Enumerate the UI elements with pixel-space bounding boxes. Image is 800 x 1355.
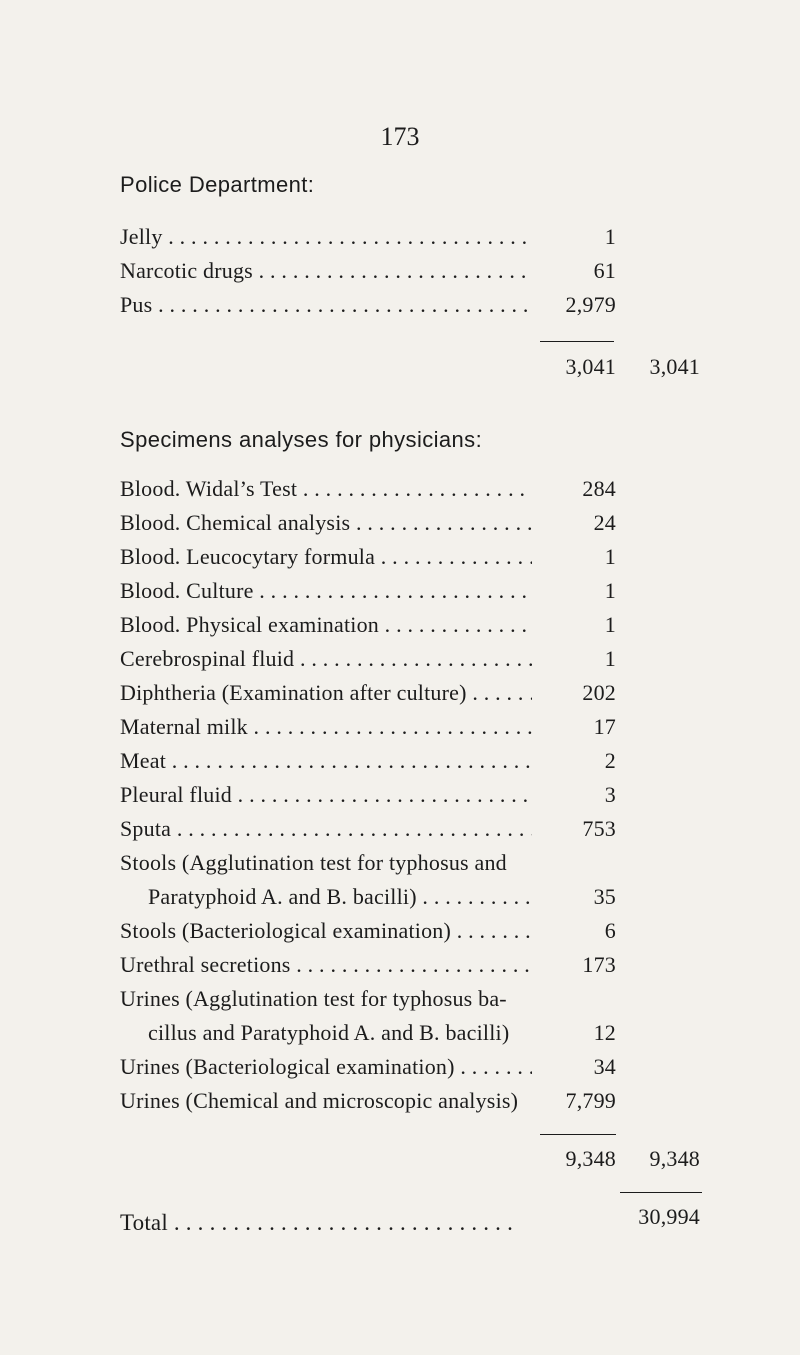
item-label: Sputa . . .	[120, 812, 532, 846]
item-label-continuation: Paratyphoid A. and B. bacilli) . . .	[148, 880, 532, 914]
item-value: 2	[604, 748, 616, 773]
subtotal-rule	[540, 341, 614, 342]
list-item	[120, 506, 700, 540]
item-label: Stools (Bacteriological examination) . . .	[120, 914, 532, 948]
item-label: Narcotic drugs . . .	[120, 254, 532, 288]
item-label: Jelly . . .	[120, 220, 532, 254]
item-value: 7,799	[565, 1088, 616, 1113]
list-item	[120, 914, 700, 948]
total-label: Total . . .	[120, 1206, 518, 1240]
item-value: 284	[582, 476, 616, 501]
list-item	[120, 744, 700, 778]
item-value: 3	[604, 782, 616, 807]
item-value: 1	[604, 612, 616, 637]
item-label: Urines (Bacteriological examination) . . .	[120, 1050, 532, 1084]
list-item	[120, 948, 700, 982]
page-number: 173	[380, 122, 420, 151]
subtotal-row	[120, 1142, 700, 1176]
item-value: 2,979	[565, 292, 616, 317]
item-label: Urethral secretions . . .	[120, 948, 532, 982]
item-value: 12	[593, 1020, 616, 1045]
item-label: Stools (Agglutination test for typhosus and	[120, 850, 507, 875]
item-label: Diphtheria (Examination after culture) . . .	[120, 676, 532, 710]
item-label: Meat . . .	[120, 744, 532, 778]
list-item	[120, 608, 700, 642]
list-item	[120, 676, 700, 710]
section-heading-police: Police Department:	[120, 172, 315, 197]
list-item	[120, 642, 700, 676]
list-item-continuation	[120, 880, 700, 914]
item-value: 24	[593, 510, 616, 535]
subtotal-value: 9,348	[565, 1146, 616, 1171]
item-label: Urines (Agglutination test for typhosus ba-	[120, 986, 507, 1011]
list-item	[120, 1050, 700, 1084]
list-item	[120, 472, 700, 506]
item-value: 202	[582, 680, 616, 705]
list-item	[120, 812, 700, 846]
item-label: Maternal milk . . .	[120, 710, 532, 744]
list-item	[120, 254, 700, 288]
subtotal-value: 3,041	[565, 354, 616, 379]
item-value: 753	[582, 816, 616, 841]
list-item	[120, 220, 700, 254]
item-label: Pleural fluid . . .	[120, 778, 532, 812]
item-label-continuation: cillus and Paratyphoid A. and B. bacilli)	[148, 1020, 510, 1045]
item-value: 61	[593, 258, 616, 283]
total-rule	[620, 1192, 702, 1193]
item-label: Blood. Chemical analysis . . .	[120, 506, 532, 540]
list-item	[120, 574, 700, 608]
subtotal-row	[120, 350, 700, 384]
item-value: 1	[604, 544, 616, 569]
item-label: Pus . . .	[120, 288, 532, 322]
item-label: Cerebrospinal fluid . . .	[120, 642, 532, 676]
item-label: Blood. Physical examination . . .	[120, 608, 532, 642]
list-item	[120, 846, 700, 880]
item-value: 173	[582, 952, 616, 977]
list-item-continuation	[120, 1016, 700, 1050]
item-value: 1	[604, 578, 616, 603]
item-value: 6	[604, 918, 616, 943]
list-item	[120, 778, 700, 812]
item-value: 1	[604, 224, 616, 249]
list-item	[120, 710, 700, 744]
section-heading-physicians: Specimens analyses for physicians:	[120, 427, 483, 452]
list-item	[120, 982, 700, 1016]
total-value: 30,994	[638, 1204, 700, 1229]
subtotal-rule	[540, 1134, 616, 1135]
item-value: 1	[604, 646, 616, 671]
item-label: Blood. Widal’s Test . . .	[120, 472, 532, 506]
carried-value: 9,348	[649, 1146, 700, 1171]
carried-value: 3,041	[649, 354, 700, 379]
item-value: 34	[593, 1054, 616, 1079]
list-item	[120, 1084, 700, 1118]
item-label: Blood. Leucocytary formula . . .	[120, 540, 532, 574]
total-row	[120, 1206, 700, 1240]
item-value: 35	[593, 884, 616, 909]
item-label: Urines (Chemical and microscopic analysis)	[120, 1088, 519, 1113]
list-item	[120, 540, 700, 574]
list-item	[120, 288, 700, 322]
item-value: 17	[593, 714, 616, 739]
item-label: Blood. Culture . . .	[120, 574, 532, 608]
